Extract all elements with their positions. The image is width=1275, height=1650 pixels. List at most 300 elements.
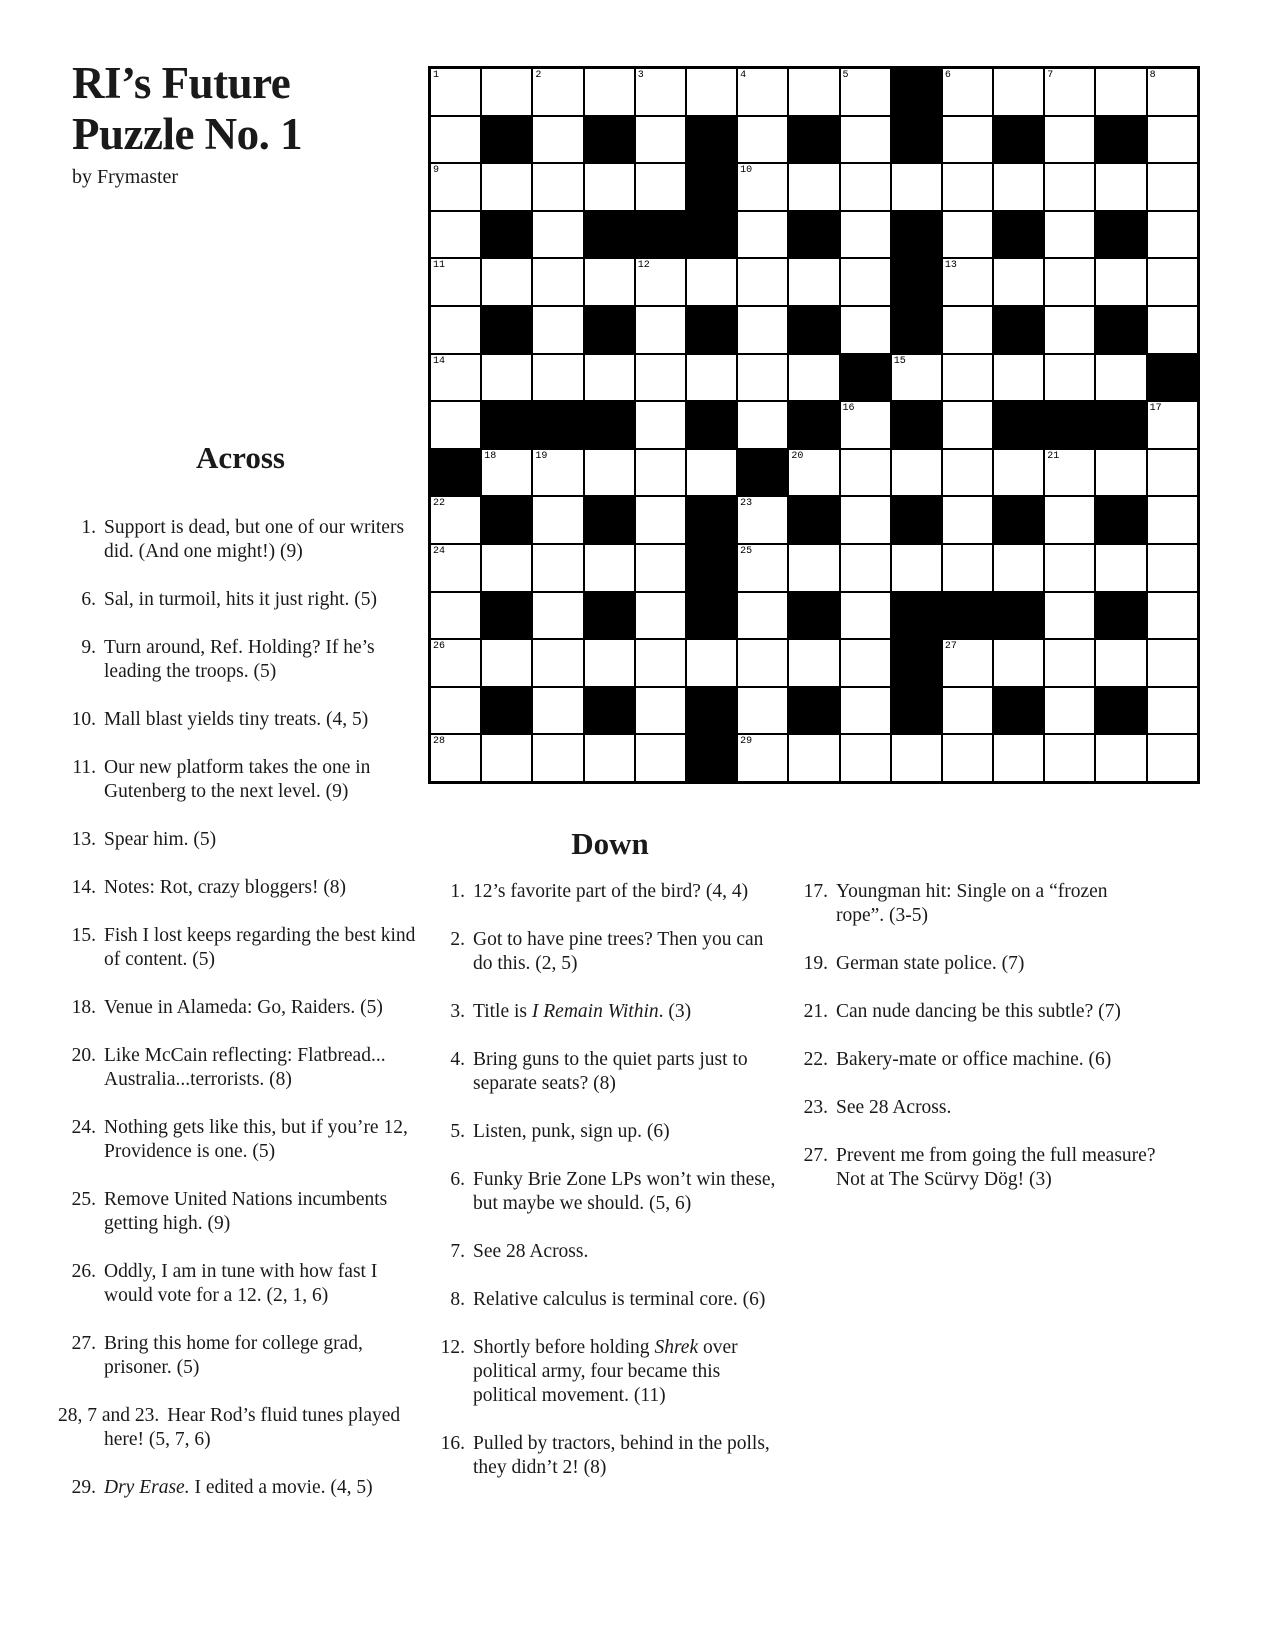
clue-text: Like McCain reflecting: Flatbread... Australia...terrorists. (8) [104, 1045, 386, 1090]
grid-cell [891, 163, 942, 211]
grid-cell [584, 734, 635, 782]
title-block [72, 58, 432, 189]
grid-cell [737, 354, 788, 402]
grid-cell [737, 163, 788, 211]
grid-cell-black [993, 401, 1044, 449]
grid-cell-black [481, 687, 532, 735]
grid-cell-black [686, 687, 737, 735]
grid-cell [1147, 306, 1198, 354]
clue-item [435, 880, 787, 904]
clue-item [798, 880, 1158, 928]
clue-number: 19. [803, 953, 828, 974]
grid-cell [942, 639, 993, 687]
grid-cell-black [788, 211, 839, 259]
grid-cell-black [481, 211, 532, 259]
grid-cell [584, 449, 635, 497]
grid-cell [942, 544, 993, 592]
clue-number: 14. [71, 877, 96, 898]
grid-cell [840, 163, 891, 211]
grid-cell [993, 734, 1044, 782]
grid-cell [532, 639, 583, 687]
grid-cell-black [481, 496, 532, 544]
grid-cell-black [993, 687, 1044, 735]
grid-cell [635, 354, 686, 402]
clue-number: 23. [803, 1097, 828, 1118]
grid-cell-black [686, 592, 737, 640]
grid-cell [737, 734, 788, 782]
grid-cell-black [635, 211, 686, 259]
clue-item [798, 1096, 1158, 1120]
grid-cell [635, 306, 686, 354]
grid-cell [532, 544, 583, 592]
grid-cell-black [686, 306, 737, 354]
clue-text: Prevent me from going the full measure? Not at The Scürvy Dög! (3) [836, 1145, 1156, 1190]
grid-cell-number: 10 [740, 165, 753, 177]
grid-cell-black [891, 639, 942, 687]
grid-cell [481, 544, 532, 592]
grid-cell [788, 258, 839, 306]
grid-cell-black [584, 687, 635, 735]
grid-cell-number: 8 [1149, 70, 1156, 81]
grid-cell [840, 592, 891, 640]
grid-cell [788, 354, 839, 402]
grid-cell [840, 211, 891, 259]
grid-cell [788, 639, 839, 687]
clue-text: Title is I Remain Within. (3) [473, 1001, 692, 1022]
clue-item [58, 1116, 423, 1164]
grid-cell [1044, 592, 1095, 640]
clue-text: Venue in Alameda: Go, Raiders. (5) [104, 997, 383, 1018]
grid-cell [1147, 211, 1198, 259]
grid-cell [737, 401, 788, 449]
grid-cell [1147, 449, 1198, 497]
grid-cell [1044, 496, 1095, 544]
grid-cell-black [584, 592, 635, 640]
clue-text: Hear Rod’s fluid tunes played here! (5, 7, 6) [104, 1405, 401, 1450]
grid-cell [481, 734, 532, 782]
grid-cell [1095, 258, 1146, 306]
clue-text: Bring guns to the quiet parts just to separate seats? (8) [473, 1049, 748, 1094]
grid-cell-black [481, 306, 532, 354]
grid-cell [532, 68, 583, 116]
clue-item [58, 588, 423, 612]
grid-cell-black [686, 211, 737, 259]
grid-cell-number: 19 [535, 450, 548, 462]
grid-cell-number: 2 [535, 70, 542, 81]
grid-cell [430, 116, 481, 164]
puzzle-title [72, 58, 432, 160]
grid-cell [737, 544, 788, 592]
clue-text: Spear him. (5) [104, 829, 217, 850]
grid-cell-black [1095, 687, 1146, 735]
grid-cell-black [788, 687, 839, 735]
grid-cell [1044, 211, 1095, 259]
grid-cell-black [891, 211, 942, 259]
grid-cell [1095, 354, 1146, 402]
grid-cell [737, 258, 788, 306]
clue-text: Support is dead, but one of our writers did. (And one might!) (9) [104, 517, 405, 562]
grid-cell-black [737, 449, 788, 497]
grid-cell [840, 687, 891, 735]
grid-cell [430, 639, 481, 687]
clue-number: 28, 7 and 23. [58, 1405, 160, 1426]
grid-cell [430, 211, 481, 259]
grid-cell [737, 306, 788, 354]
grid-cell [635, 116, 686, 164]
clue-item [58, 828, 423, 852]
clue-number: 3. [450, 1001, 465, 1022]
clue-item [58, 1188, 423, 1236]
grid-cell [481, 163, 532, 211]
grid-cell [737, 116, 788, 164]
grid-cell-black [993, 116, 1044, 164]
grid-cell-number: 21 [1047, 450, 1060, 462]
grid-cell [993, 354, 1044, 402]
grid-cell-black [788, 116, 839, 164]
grid-cell [737, 211, 788, 259]
grid-cell [993, 258, 1044, 306]
clue-number: 24. [71, 1117, 96, 1138]
grid-cell-number: 23 [740, 498, 753, 510]
clue-text: Turn around, Ref. Holding? If he’s leading the troops. (5) [104, 637, 375, 682]
crossword-grid [428, 66, 1200, 784]
grid-cell-black [840, 354, 891, 402]
clue-number: 18. [71, 997, 96, 1018]
grid-cell [635, 639, 686, 687]
grid-cell [840, 734, 891, 782]
clue-text: Pulled by tractors, behind in the polls, they didn’t 2! (8) [473, 1433, 770, 1478]
grid-cell-black [788, 306, 839, 354]
grid-cell [840, 639, 891, 687]
clue-item [58, 876, 423, 900]
grid-cell-number: 6 [944, 70, 951, 81]
grid-cell-number: 25 [740, 545, 753, 557]
clue-number: 11. [72, 757, 96, 778]
grid-cell [891, 734, 942, 782]
grid-cell [1147, 734, 1198, 782]
down-heading: Down [571, 826, 649, 861]
clue-item [58, 1476, 423, 1500]
clue-number: 15. [71, 925, 96, 946]
grid-cell [993, 544, 1044, 592]
grid-cell [1095, 163, 1146, 211]
down-heading-wrap [435, 826, 785, 862]
grid-cell-black [584, 401, 635, 449]
grid-cell [1095, 639, 1146, 687]
grid-cell [1095, 544, 1146, 592]
grid-cell-black [430, 449, 481, 497]
clue-text: Our new platform takes the one in Gutenberg to the next level. (9) [104, 757, 371, 802]
grid-cell [686, 354, 737, 402]
grid-cell-number: 26 [433, 641, 446, 653]
clue-number: 5. [450, 1121, 465, 1142]
clue-text: 12’s favorite part of the bird? (4, 4) [473, 881, 749, 902]
clue-text: Funky Brie Zone LPs won’t win these, but maybe we should. (5, 6) [473, 1169, 776, 1214]
clue-text: Fish I lost keeps regarding the best kind of content. (5) [104, 925, 416, 970]
grid-cell [1044, 258, 1095, 306]
grid-cell [532, 687, 583, 735]
clue-item [435, 1120, 787, 1144]
grid-cell-black [788, 592, 839, 640]
grid-cell [1044, 163, 1095, 211]
grid-cell-number: 4 [740, 70, 747, 81]
grid-cell [993, 163, 1044, 211]
grid-cell [1044, 116, 1095, 164]
clue-text: See 28 Across. [473, 1241, 589, 1262]
grid-cell-black [993, 306, 1044, 354]
grid-cell [942, 116, 993, 164]
clue-item [798, 1144, 1158, 1192]
grid-cell-black [1044, 401, 1095, 449]
clue-number: 22. [803, 1049, 828, 1070]
grid-cell [584, 163, 635, 211]
grid-cell-number: 11 [433, 260, 446, 272]
grid-cell [1147, 592, 1198, 640]
grid-cell-black [993, 592, 1044, 640]
clue-text: Mall blast yields tiny treats. (4, 5) [104, 709, 369, 730]
grid-cell-black [788, 496, 839, 544]
clue-text: Bring this home for college grad, prisoner. (5) [104, 1333, 363, 1378]
grid-cell [532, 258, 583, 306]
grid-cell [1044, 639, 1095, 687]
grid-cell [635, 401, 686, 449]
grid-cell [1147, 68, 1198, 116]
grid-cell [788, 544, 839, 592]
grid-cell [430, 592, 481, 640]
grid-cell-black [942, 592, 993, 640]
grid-cell [635, 258, 686, 306]
grid-cell-black [584, 116, 635, 164]
grid-cell-black [584, 306, 635, 354]
grid-cell [686, 68, 737, 116]
grid-cell-black [481, 401, 532, 449]
grid-cell [840, 401, 891, 449]
clue-number: 27. [803, 1145, 828, 1166]
grid-cell-number: 29 [740, 736, 753, 748]
clue-item [435, 928, 787, 976]
clue-number: 26. [71, 1261, 96, 1282]
grid-cell-number: 27 [944, 641, 957, 653]
clue-item [58, 1044, 423, 1092]
grid-cell [635, 734, 686, 782]
grid-cell [532, 592, 583, 640]
grid-cell [584, 258, 635, 306]
across-section [58, 440, 423, 1524]
grid-cell [942, 401, 993, 449]
grid-cell [430, 354, 481, 402]
grid-cell [1147, 544, 1198, 592]
grid-cell [942, 687, 993, 735]
grid-cell [891, 544, 942, 592]
clue-number: 1. [450, 881, 465, 902]
grid-cell [942, 734, 993, 782]
grid-cell [481, 258, 532, 306]
clue-text: Dry Erase. I edited a movie. (4, 5) [104, 1477, 373, 1498]
grid-cell-black [1095, 592, 1146, 640]
grid-cell [788, 163, 839, 211]
grid-cell [532, 116, 583, 164]
clue-text: German state police. (7) [836, 953, 1025, 974]
puzzle-title-line1: RI’s Future [72, 58, 291, 108]
clue-number: 6. [81, 589, 96, 610]
clue-number: 25. [71, 1189, 96, 1210]
clue-text: Notes: Rot, crazy bloggers! (8) [104, 877, 347, 898]
grid-cell [993, 639, 1044, 687]
grid-cell-number: 22 [433, 498, 446, 510]
grid-cell [942, 163, 993, 211]
grid-cell-black [891, 687, 942, 735]
grid-cell [737, 639, 788, 687]
grid-cell [1147, 401, 1198, 449]
grid-cell-black [1095, 401, 1146, 449]
grid-cell [584, 639, 635, 687]
grid-cell-number: 20 [791, 450, 804, 462]
clue-text: Relative calculus is terminal core. (6) [473, 1289, 766, 1310]
grid-cell-black [891, 306, 942, 354]
clue-number: 9. [81, 637, 96, 658]
grid-cell [840, 116, 891, 164]
grid-cell [1044, 734, 1095, 782]
clue-item [798, 952, 1158, 976]
clue-item [435, 1240, 787, 1264]
grid-cell-black [1095, 116, 1146, 164]
grid-cell [1095, 68, 1146, 116]
grid-cell [430, 306, 481, 354]
clue-text: See 28 Across. [836, 1097, 952, 1118]
grid-cell [584, 354, 635, 402]
clue-item [798, 1000, 1158, 1024]
grid-cell [532, 306, 583, 354]
grid-cell [1044, 687, 1095, 735]
grid-cell [635, 544, 686, 592]
clue-number: 20. [71, 1045, 96, 1066]
grid-cell [532, 163, 583, 211]
grid-cell [993, 449, 1044, 497]
grid-cell [942, 68, 993, 116]
clue-text: Got to have pine trees? Then you can do this. (2, 5) [473, 929, 764, 974]
grid-cell [840, 544, 891, 592]
clue-item [435, 1288, 787, 1312]
grid-cell [1147, 258, 1198, 306]
grid-cell [891, 449, 942, 497]
grid-cell [635, 496, 686, 544]
grid-cell-black [686, 544, 737, 592]
grid-cell [481, 449, 532, 497]
clue-number: 13. [71, 829, 96, 850]
grid-cell-black [686, 163, 737, 211]
grid-cell [788, 734, 839, 782]
grid-cell [430, 544, 481, 592]
grid-cell [993, 68, 1044, 116]
grid-cell-black [993, 496, 1044, 544]
clue-number: 2. [450, 929, 465, 950]
clue-number: 17. [803, 881, 828, 902]
clue-text: Remove United Nations incumbents getting high. (9) [104, 1189, 388, 1234]
clue-number: 8. [450, 1289, 465, 1310]
grid-cell-black [891, 258, 942, 306]
grid-cell [532, 449, 583, 497]
grid-cell [942, 449, 993, 497]
grid-cell [532, 496, 583, 544]
clue-item [58, 636, 423, 684]
grid-cell-black [788, 401, 839, 449]
grid-cell [1044, 449, 1095, 497]
grid-cell-number: 14 [433, 355, 446, 367]
grid-cell-number: 24 [433, 545, 446, 557]
grid-cell-black [891, 592, 942, 640]
across-clues [58, 516, 423, 1500]
grid-cell-black [686, 734, 737, 782]
grid-cell-black [686, 116, 737, 164]
grid-cell [635, 687, 686, 735]
grid-cell-number: 12 [637, 260, 650, 272]
grid-cell [942, 496, 993, 544]
grid-cell [1147, 496, 1198, 544]
grid-cell-number: 5 [842, 70, 849, 81]
clue-item [435, 1168, 787, 1216]
clue-number: 27. [71, 1333, 96, 1354]
grid-cell [1147, 163, 1198, 211]
grid-cell-black [891, 68, 942, 116]
grid-cell [481, 68, 532, 116]
grid-cell [737, 687, 788, 735]
grid-cell [737, 592, 788, 640]
grid-cell [891, 354, 942, 402]
grid-cell-number: 3 [637, 70, 644, 81]
clue-text: Oddly, I am in tune with how fast I would vote for a 12. (2, 1, 6) [104, 1261, 378, 1306]
grid-cell [635, 449, 686, 497]
grid-cell [840, 449, 891, 497]
grid-cell [635, 68, 686, 116]
clue-text: Nothing gets like this, but if you’re 12, Providence is one. (5) [104, 1117, 408, 1162]
grid-cell-number: 13 [944, 260, 957, 272]
grid-cell-black [686, 401, 737, 449]
grid-cell [788, 68, 839, 116]
clue-item [435, 1000, 787, 1024]
clue-text: Shortly before holding Shrek over political army, four became this political movement. (11) [473, 1337, 738, 1406]
grid-cell [942, 354, 993, 402]
grid-cell-black [1095, 211, 1146, 259]
grid-cell [1044, 68, 1095, 116]
grid-cell [430, 496, 481, 544]
grid-cell-black [891, 401, 942, 449]
clue-text: Can nude dancing be this subtle? (7) [836, 1001, 1121, 1022]
grid-cell [430, 68, 481, 116]
grid-cell [481, 354, 532, 402]
clue-item [435, 1432, 787, 1480]
clue-number: 29. [71, 1477, 96, 1498]
grid-cell [840, 496, 891, 544]
puzzle-title-line2: Puzzle No. 1 [72, 109, 303, 159]
grid-cell-black [532, 401, 583, 449]
grid-cell-black [1095, 306, 1146, 354]
clue-number: 21. [803, 1001, 828, 1022]
grid-cell [430, 401, 481, 449]
grid-cell-number: 7 [1047, 70, 1054, 81]
clue-item [58, 1404, 423, 1452]
grid-cell-number: 18 [484, 450, 497, 462]
grid-cell-black [1095, 496, 1146, 544]
clue-number: 10. [71, 709, 96, 730]
grid-cell [584, 68, 635, 116]
grid-cell-number: 15 [893, 355, 906, 367]
clue-number: 7. [450, 1241, 465, 1262]
byline: by Frymaster [72, 166, 179, 188]
clue-item [798, 1048, 1158, 1072]
clue-item [58, 924, 423, 972]
grid-cell [532, 734, 583, 782]
clue-item [58, 1260, 423, 1308]
